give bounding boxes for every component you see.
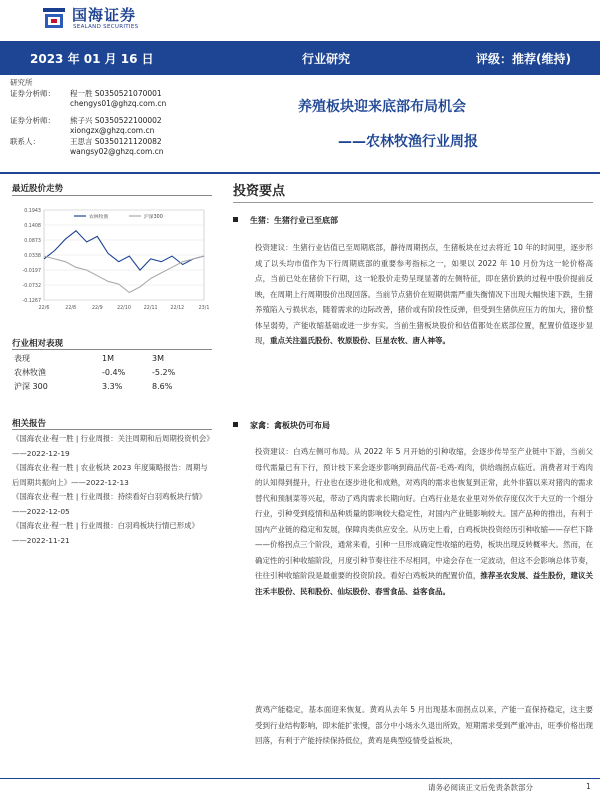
- perf-rule: [12, 349, 212, 350]
- analyst-role: 证券分析师：: [10, 115, 55, 125]
- analyst-name: 熊子兴 S0350522100002: [70, 115, 162, 125]
- section-pig-body: 投资建议：生猪行业估值已至周期底部，静待周期拐点，生猪板块在过去将近 10 年的时间里，逐步形成了以头均市值作为下行周期底部的重要参考指标之一，如果以 2022 年 10 月份为这一轮价格高点，当前已处在猪价下行期，这一轮股价走势呈现显著的左侧特征，即在猪价跌的过程中股价提前反映，在周期上行周期股价出现回落。当前节点猪价在短期供需严重失衡情况下出现大幅快速下跌，生猪养殖陷入亏损状态，随着需求的边际改善，猪价或有阶段性反弹，但受到生猪供应压力的加大，猪价整体呈弱势，产能收缩基础或进一步夯实。当前生猪板块股价和估值都处在底部位置，配置价值逐步显现，: [255, 243, 593, 345]
- perf-cell: 3.3%: [102, 382, 123, 391]
- related-report-link[interactable]: 《国海农业·程一胜 | 行业周报：白羽鸡板块行情已形成》——2022-11-21: [12, 521, 199, 545]
- report-title: 养殖板块迎来底部布局机会: [298, 99, 466, 115]
- chart-x-tick-label: 22/6: [38, 306, 50, 311]
- chart-x-tick-label: 22/8: [65, 306, 77, 311]
- perf-table-row: [12, 380, 212, 394]
- report-category: 行业研究: [302, 52, 351, 66]
- chart-x-tick-label: 23/1: [198, 306, 210, 311]
- brand-logo: [42, 4, 202, 34]
- chart-x-tick-label: 22/12: [170, 306, 185, 311]
- section-pig-picks: 重点关注温氏股份、牧原股份、巨星农牧、唐人神等。: [270, 336, 450, 345]
- perf-header-cell: 表现: [14, 354, 30, 363]
- perf-table-header: [12, 352, 212, 366]
- reports-rule: [12, 429, 212, 430]
- brand-name-cn: 国海证券: [72, 6, 137, 24]
- section-poultry-picks: 推荐圣农发展、益生股份，建议关注禾丰股份、民和股份、仙坛股份、春雪食品、益客食品。: [255, 571, 594, 596]
- perf-table-row: [12, 366, 212, 380]
- trend-title: 最近股价走势: [12, 184, 64, 194]
- footer-disclaimer: 请务必阅读正文后免责条款部分: [428, 783, 533, 792]
- header-divider: [0, 172, 600, 174]
- contact-name: 王思言 S0350121120082: [70, 136, 162, 146]
- chart-series-line-agri: [44, 231, 204, 270]
- analyst-row: [10, 116, 215, 127]
- report-rating: 评级：推荐(维持): [476, 52, 571, 66]
- brand-logo-icon: [42, 6, 66, 30]
- perf-table: [12, 352, 212, 394]
- perf-cell: 农林牧渔: [14, 368, 46, 377]
- chart-y-tick-label: 0.0338: [24, 254, 41, 259]
- analyst-row: [10, 126, 215, 137]
- chart-series-line-hs300: [44, 256, 204, 292]
- trend-chart: [12, 200, 212, 316]
- section-poultry-body: 投资建议：白鸡左侧可布局。从 2022 年 5 月开始的引种收缩，会逐步传导至产业链中下游，当前父母代需量已有下行，预计枝下来会逐步影响到商品代苗-毛鸡-鸡肉，供给端拐点临近。消费者对于鸡肉的认知得到提升，行业也在逐步进化和成熟，对鸡肉的需求也恢复到正常，此外非猫以来对猪肉的需求替代和预制菜等兴起，带动了鸡肉需求长期向好。白鸡行业是农业里对外依存度仅次于大豆的一个细分行业，引种受到疫情和品种质量的影响较大稳定性，对国内产业链影响较大。国产品种的推出，有利于国内产业链的稳定和发展，保障肉类供应安全。从历史上看，白鸡板块投资经历引种收缩——存栏下降——价格拐点三个阶段，通常来看，引种一旦形成确定性收缩的趋势，板块出现反转概率大。然而，在确定性的引种收缩阶段，月度引种节奏往往不尽相同，中途会存在一定波动，但这不会影响总体节奏，往往引种收缩阶段是最重要的投资阶段。看好白鸡板块的配置价值，: [255, 447, 593, 580]
- section-poultry-label: 家禽：禽板块仍可布局: [250, 421, 330, 430]
- chart-legend-label: 沪深300: [144, 215, 163, 220]
- chart-x-tick-label: 22/10: [117, 306, 131, 311]
- analyst-email[interactable]: xiongzx@ghzq.com.cn: [70, 126, 155, 135]
- trend-rule: [12, 195, 212, 196]
- page-number: 1: [586, 782, 591, 791]
- chart-legend-label: 农林牧渔: [89, 215, 109, 220]
- report-date: 2023 年 01 月 16 日: [30, 52, 154, 66]
- section-poultry-text: [255, 444, 593, 599]
- section-yellow-chicken-text: 黄鸡产能稳定，基本面迎来恢复。黄鸡从去年 5 月出现基本面拐点以来，产能一直保持稳定，这主要受到行业结构影响，即未能扩张慢，部分中小场永久退出所致，短期需求受到严重冲击，旺季价格出现回落，有利于产能持续保持低位，黄鸡是典型疫情受益板块，: [255, 705, 593, 745]
- chart-y-tick-label: -0.0732: [22, 284, 41, 289]
- related-report-link[interactable]: 《国海农业·程一胜 | 行业周报：关注周期和后周期投资机会》——2022-12-19: [12, 434, 210, 458]
- chart-y-tick-label: 0.0873: [24, 239, 41, 244]
- analyst-row: [10, 137, 215, 148]
- perf-title: 行业相对表现: [12, 339, 64, 349]
- chart-y-tick-label: 0.1943: [24, 209, 41, 214]
- perf-header-cell: 3M: [152, 354, 164, 363]
- chart-x-tick-label: 22/9: [91, 306, 103, 311]
- perf-cell: -0.4%: [102, 368, 126, 377]
- perf-cell: 8.6%: [152, 382, 173, 391]
- analyst-row: [10, 89, 215, 100]
- section-pig-label: 生猪：生猪行业已至底部: [250, 216, 338, 225]
- perf-cell: 沪深 300: [14, 382, 48, 391]
- chart-y-tick-label: 0.1408: [24, 224, 41, 229]
- reports-title: 相关报告: [12, 419, 47, 429]
- related-report-link[interactable]: 《国海农业·程一胜 | 行业周报：持续看好白羽鸡板块行情》——2022-12-05: [12, 492, 207, 516]
- chart-y-tick-label: -0.0197: [22, 269, 41, 274]
- related-reports: [12, 432, 210, 548]
- contact-email[interactable]: wangsy02@ghzq.com.cn: [70, 147, 164, 156]
- related-report-link[interactable]: 《国海农业·程一胜 | 农业板块 2023 年度策略报告：周期与后周期共振向上》——2022-12-13: [12, 463, 208, 487]
- analyst-row: [10, 99, 215, 110]
- main-heading: 投资要点: [233, 184, 286, 199]
- footer-rule: [0, 778, 600, 779]
- research-label: 研究所: [10, 78, 33, 87]
- header-bar: [0, 41, 600, 75]
- perf-header-cell: 1M: [102, 354, 114, 363]
- report-subtitle: ——农林牧渔行业周报: [338, 134, 478, 150]
- chart-x-tick-label: 22/11: [143, 306, 158, 311]
- analyst-name: 程一胜 S0350521070001: [70, 88, 162, 98]
- section-pig-title: [233, 215, 338, 226]
- section-poultry-title: [233, 420, 330, 431]
- analyst-role: 证券分析师：: [10, 88, 55, 98]
- perf-cell: -5.2%: [152, 368, 176, 377]
- main-rule: [233, 202, 593, 203]
- square-bullet-icon: [233, 422, 238, 427]
- analyst-row: [10, 147, 215, 158]
- analyst-block: [10, 78, 215, 158]
- analyst-role: 联系人：: [10, 136, 40, 146]
- square-bullet-icon: [233, 217, 238, 222]
- chart-y-tick-label: -0.1267: [22, 299, 41, 304]
- brand-name-en: SEALAND SECURITIES: [73, 24, 139, 30]
- section-pig-text: [255, 240, 593, 349]
- analyst-email[interactable]: chengys01@ghzq.com.cn: [70, 99, 167, 108]
